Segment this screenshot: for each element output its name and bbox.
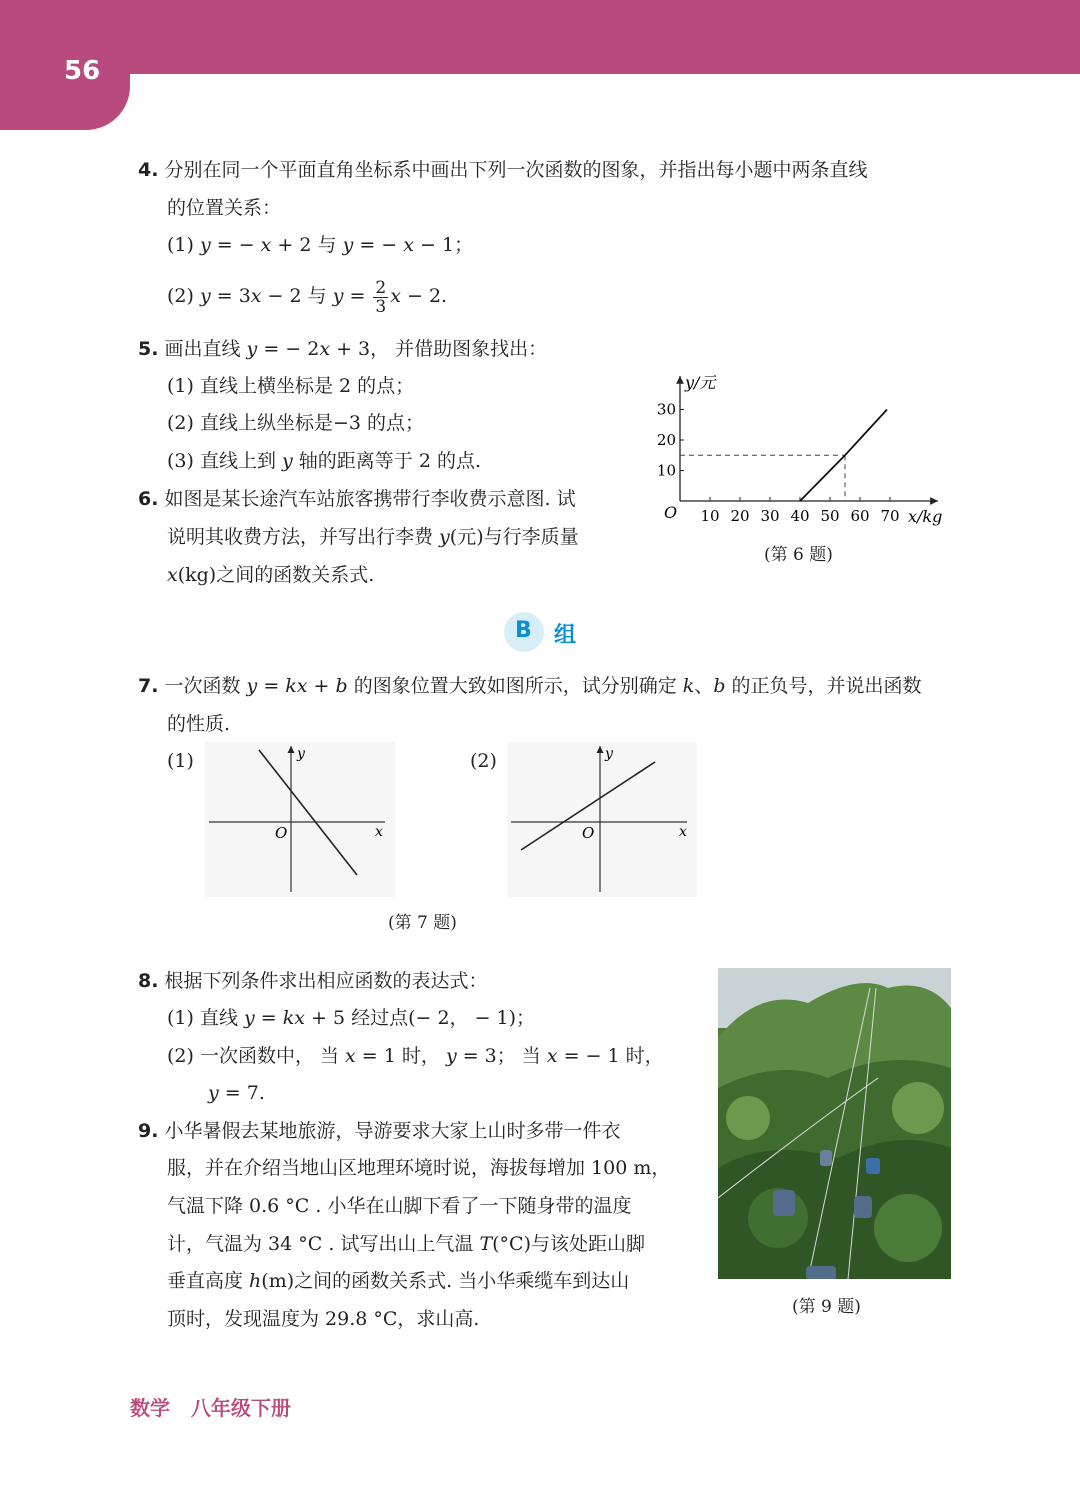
y-axis-label: y/元: [685, 373, 716, 392]
origin-label: O: [275, 824, 288, 842]
q7-line1: 7. 一次函数 y = kx + b 的图象位置大致如图所示，试分别确定 k、b 的正负号，并说出函数: [138, 675, 922, 697]
q9-line1: 9. 小华暑假去某地旅游，导游要求大家上山时多带一件衣: [138, 1120, 621, 1142]
x-tick-label: 10: [700, 507, 720, 525]
y-tick-label: 10: [656, 461, 676, 480]
x-label: x: [679, 824, 687, 840]
q7-line2: 的性质.: [167, 713, 231, 735]
q5-part3: (3) 直线上到 y 轴的距离等于 2 的点.: [167, 450, 481, 472]
q8-line1: 8. 根据下列条件求出相应函数的表达式：: [138, 970, 488, 992]
group-label: 组: [554, 623, 577, 648]
q8-part2: (2) 一次函数中， 当 x = 1 时， y = 3； 当 x = − 1 时，: [167, 1045, 664, 1067]
q9-line4: 计，气温为 34 °C . 试写出山上气温 T(°C)与该处距山脚: [167, 1233, 646, 1255]
origin-label: O: [582, 824, 595, 842]
header-bar: [0, 0, 1080, 74]
q7-fig2-label: (2): [470, 750, 497, 772]
q9-caption: (第 9 题): [792, 1297, 861, 1317]
q9-line3: 气温下降 0.6 °C . 小华在山脚下看了一下随身带的温度: [167, 1195, 632, 1217]
q4-part1: (1) y = − x + 2 与 y = − x − 1；: [167, 234, 474, 256]
graph-background: [507, 742, 697, 897]
q4-line2: 的位置关系：: [167, 197, 282, 219]
x-tick-label: 60: [850, 507, 870, 525]
q8-part1: (1) 直线 y = kx + 5 经过点(− 2， − 1)；: [167, 1007, 536, 1029]
x-tick-label: 20: [730, 507, 750, 525]
q5-line1: 5. 画出直线 y = − 2x + 3， 并借助图象找出：: [138, 338, 548, 360]
x-tick-label: 40: [790, 507, 810, 525]
y-tick-label: 20: [656, 431, 676, 449]
q8-part2-cont: y = 7.: [208, 1082, 265, 1104]
fraction: $\frac{2}{3}$: [375, 277, 387, 317]
q5-part1: (1) 直线上横坐标是 2 的点；: [167, 375, 415, 397]
q7-caption: (第 7 题): [388, 913, 457, 933]
group-letter: B: [515, 618, 532, 643]
graph-background: [205, 742, 395, 897]
q4-line1: 4. 分别在同一个平面直角坐标系中画出下列一次函数的图象，并指出每小题中两条直线: [138, 159, 868, 181]
page-number: 56: [64, 56, 101, 86]
q4-number: 4.: [138, 159, 159, 181]
q7-graph-2: [507, 742, 697, 897]
cable-car-photo: [718, 968, 951, 1279]
x-tick-label: 30: [760, 507, 780, 525]
origin-label: O: [664, 503, 678, 522]
q5-part2: (2) 直线上纵坐标是−3 的点；: [167, 412, 425, 434]
q6-line1: 6. 如图是某长途汽车站旅客携带行李收费示意图. 试: [138, 488, 576, 510]
x-tick-label: 50: [820, 507, 840, 525]
x-tick-label: 70: [880, 507, 900, 525]
x-label: x: [375, 824, 383, 840]
q4-part2: (2) y = 3x − 2 与 y = $\frac{2}{3}$ x − 2.: [167, 277, 448, 317]
q6-line2: 说明其收费方法，并写出行李费 y(元)与行李质量: [167, 526, 579, 548]
y-label: y: [297, 746, 305, 762]
q9-line5: 垂直高度 h(m)之间的函数关系式. 当小华乘缆车到达山: [167, 1270, 630, 1292]
q7-fig1-label: (1): [167, 750, 194, 772]
q9-line2: 服，并在介绍当地山区地理环境时说，海拔每增加 100 m，: [167, 1157, 671, 1179]
y-label: y: [605, 746, 613, 762]
y-tick-label: 30: [656, 400, 676, 419]
luggage-fee-chart: [650, 370, 950, 535]
x-axis-label: x/kg: [908, 507, 943, 526]
q6-caption: (第 6 题): [764, 545, 833, 565]
q7-graph-1: [205, 742, 395, 897]
footer-book-title: 数学 八年级下册: [130, 1396, 291, 1420]
q6-line3: x(kg)之间的函数关系式.: [167, 564, 375, 586]
q9-line6: 顶时，发现温度为 29.8 °C，求山高.: [167, 1308, 480, 1330]
